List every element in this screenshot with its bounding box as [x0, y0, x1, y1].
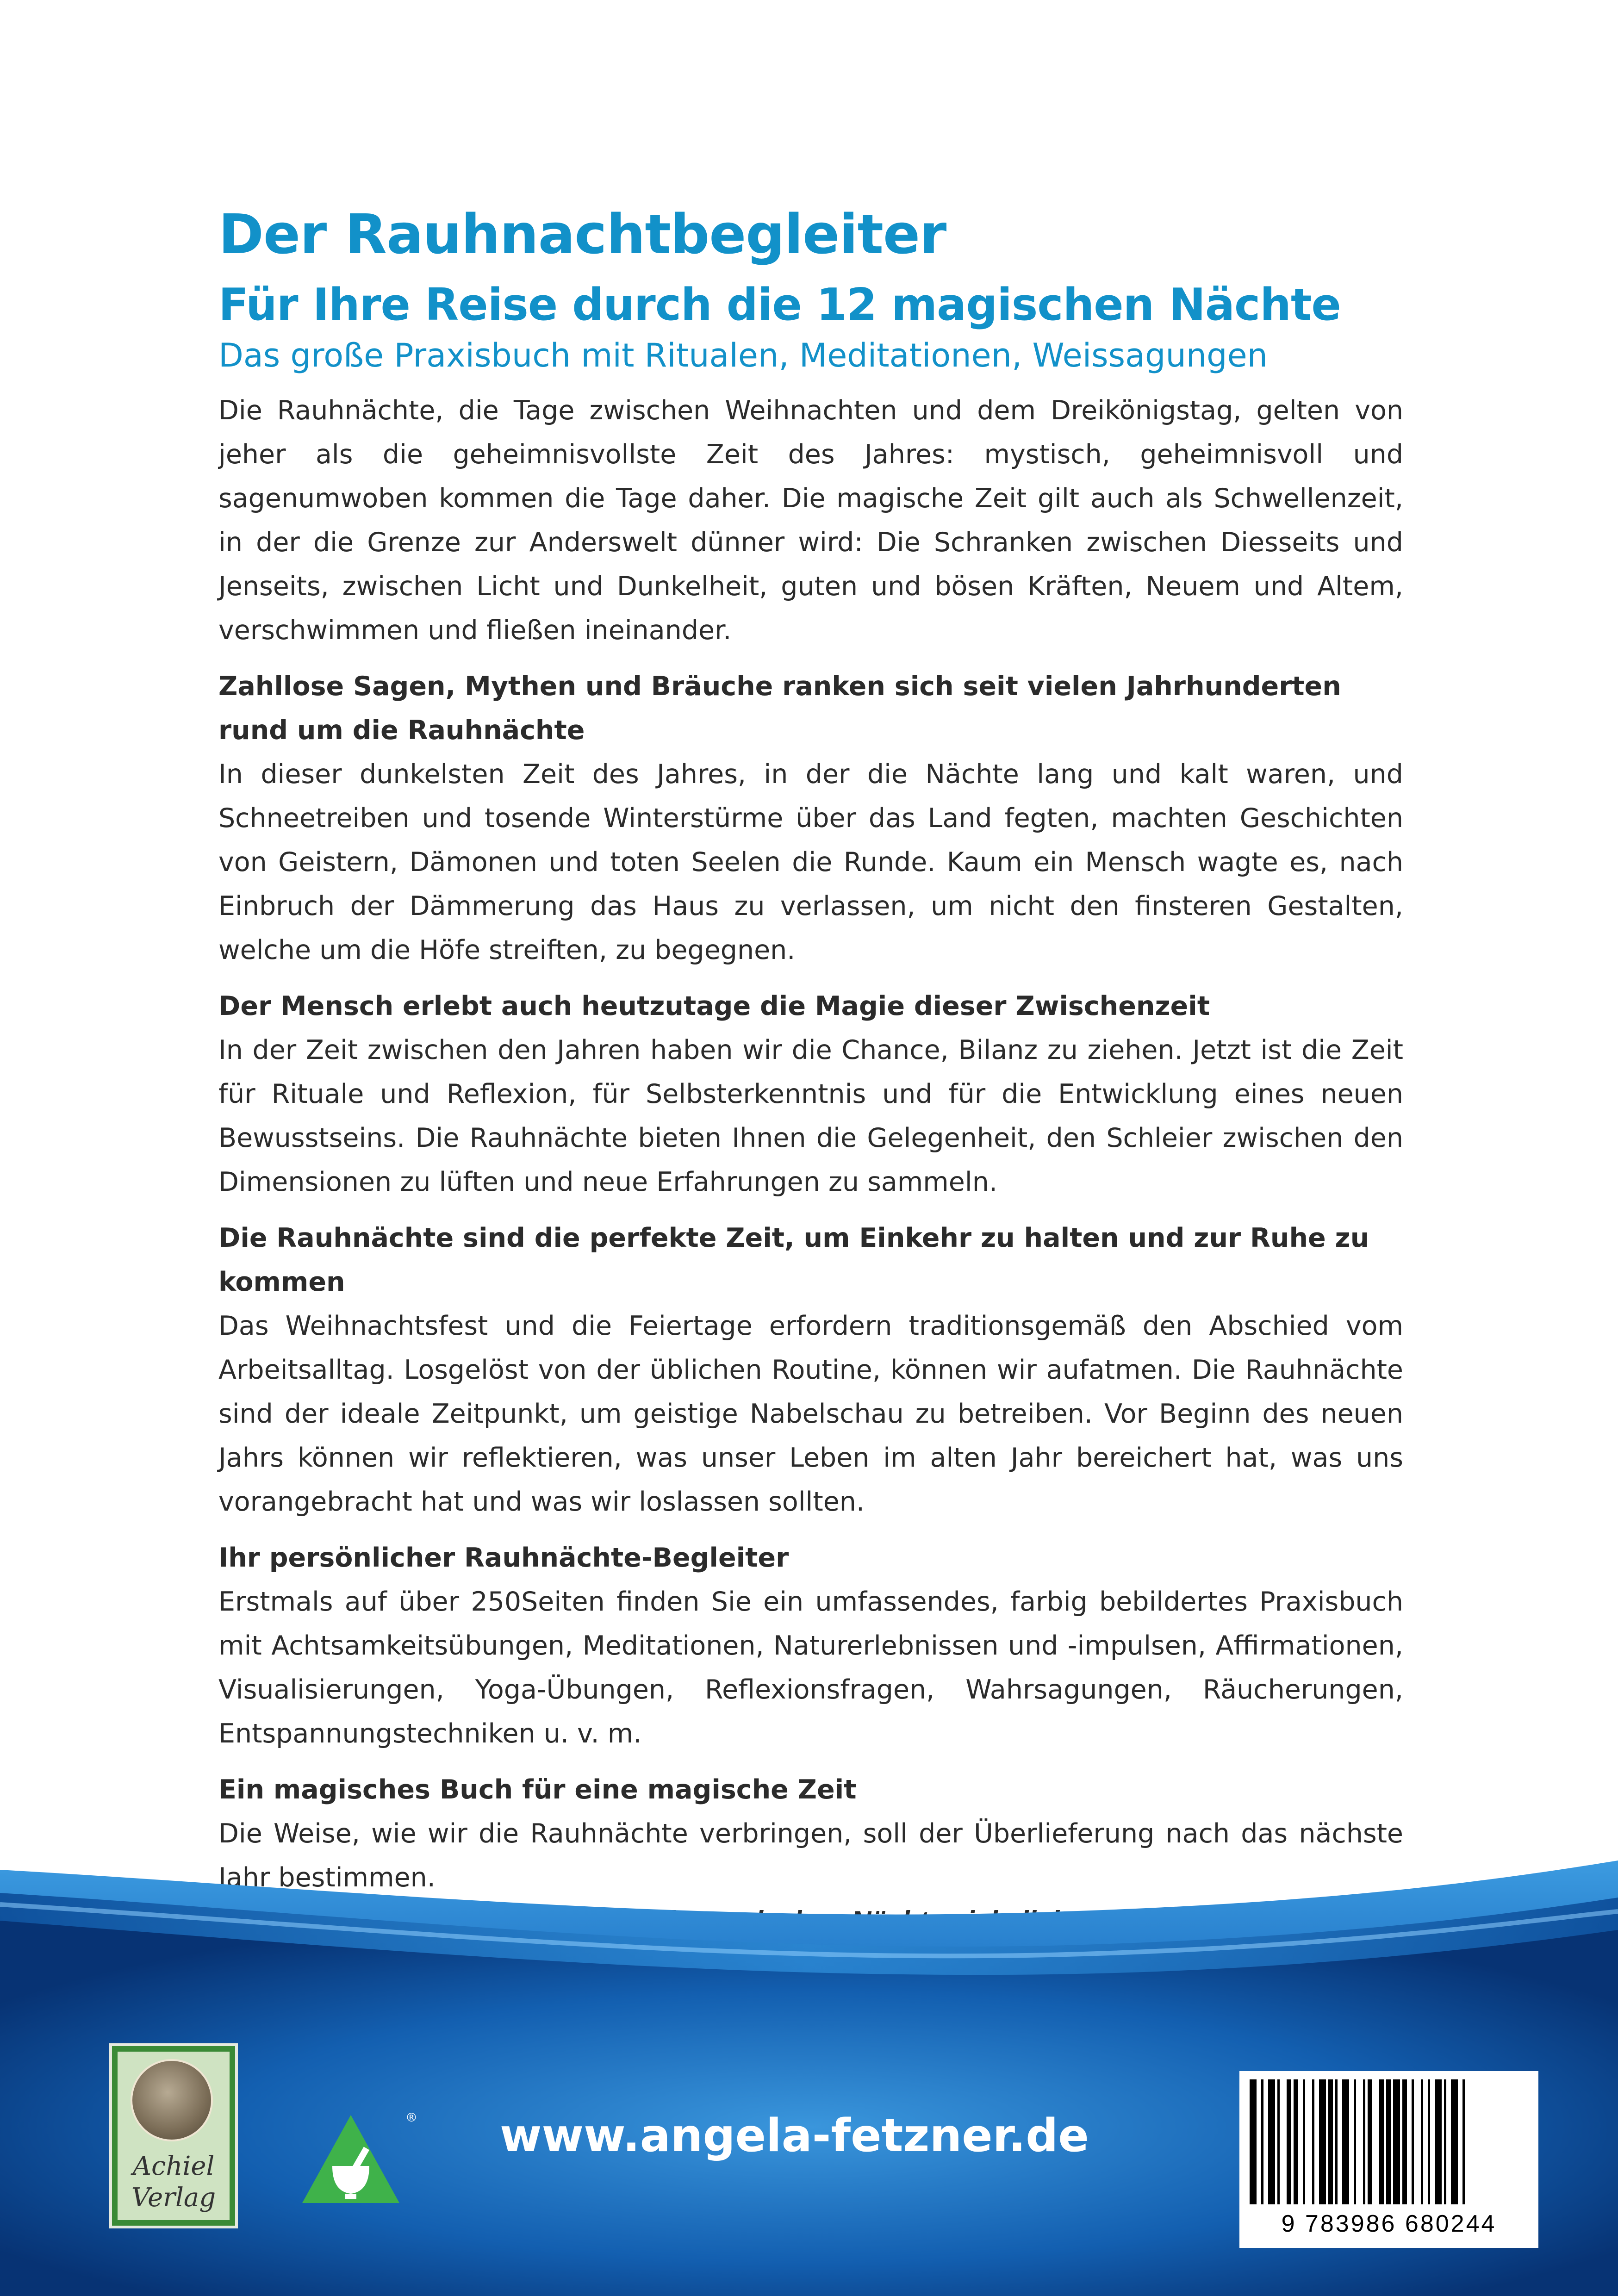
section-body: Erstmals auf über 250Seiten finden Sie ein umfassendes, farbig bebildertes Praxisbuch mit Achtsamkeitsübungen, Meditationen, Naturerlebnissen und -impulsen, Affirmationen, Visualisierungen, Yoga-Übungen, Reflexionsfragen, Wahrsagungen, Räucherungen, Entspannungstechniken u. v. m.: [218, 1587, 1403, 1749]
section-heading: Zahllose Sagen, Mythen und Bräuche ranken sich seit vielen Jahrhunderten rund um die Rauhnächte: [218, 671, 1341, 746]
book-subtitle: Für Ihre Reise durch die 12 magischen Nächte: [218, 280, 1341, 330]
section-magie: [218, 984, 1403, 1204]
donkey-icon: [131, 2059, 213, 2141]
section-body: In der Zeit zwischen den Jahren haben wir die Chance, Bilanz zu ziehen. Jetzt ist die Zeit für Rituale und Reflexion, für Selbsterkenntnis und für die Entwicklung eines neuen Bewusstseins. Die Rauhnächte bieten Ihnen die Gelegenheit, den Schleier zwischen den Dimensionen zu lüften und neue Erfahrungen zu sammeln.: [218, 1035, 1403, 1197]
section-sagen: [218, 665, 1403, 972]
section-heading: Der Mensch erlebt auch heutzutage die Magie dieser Zwischenzeit: [218, 991, 1210, 1021]
publisher-name-line1: Achiel: [132, 2151, 215, 2181]
publisher-logo: [109, 2043, 238, 2228]
book-title: Der Rauhnachtbegleiter: [218, 202, 946, 266]
intro-paragraph: Die Rauhnächte, die Tage zwischen Weihnachten und dem Dreikönigstag, gelten von jeher als die geheimnisvollste Zeit des Jahres: mystisch, geheimnisvoll und sagenumwoben kommen die Tage daher. Die magische Zeit gilt auch als Schwellenzeit, in der die Grenze zur Anderswelt dünner wird: Die Schranken zwischen Diesseits und Jenseits, zwischen Licht und Dunkelheit, guten und bösen Kräften, Neuem und Altem, verschwimmen und fließen ineinander.: [218, 395, 1403, 646]
cover-text-block: [218, 204, 1403, 1942]
registered-mark: ®: [405, 2111, 417, 2125]
isbn-number: 9 783986 680244: [1281, 2210, 1497, 2237]
book-tagline: Das große Praxisbuch mit Ritualen, Meditationen, Weissagungen: [218, 336, 1268, 374]
section-body: In dieser dunkelsten Zeit des Jahres, in der die Nächte lang und kalt waren, und Schneetreiben und tosende Winterstürme über das Land fegten, machten Geschichten von Geistern, Dämonen und toten Seelen die Runde. Kaum ein Mensch wagte es, nach Einbruch der Dämmerung das Haus zu verlassen, um nicht den finsteren Gestalten, welche um die Höfe streiften, zu begegnen.: [218, 759, 1403, 965]
website-url[interactable]: www.angela-fetzner.de: [500, 2109, 1089, 2162]
mortar-triangle-icon: [300, 2110, 417, 2208]
section-body: Das Weihnachtsfest und die Feiertage erfordern traditionsgemäß den Abschied vom Arbeitsalltag. Losgelöst von der üblichen Routine, können wir aufatmen. Die Rauhnächte sind der ideale Zeitpunkt, um geistige Nabelschau zu betreiben. Vor Beginn des neuen Jahrs können wir reflektieren, was unser Leben im alten Jahr bereichert hat, was uns vorangebracht hat und was wir loslassen sollten.: [218, 1311, 1403, 1517]
publisher-name-line2: Verlag: [131, 2183, 216, 2213]
isbn-barcode: [1239, 2071, 1538, 2248]
section-heading: Ein magisches Buch für eine magische Zeit: [218, 1774, 857, 1805]
section-heading: Ihr persönlicher Rauhnächte-Begleiter: [218, 1543, 789, 1573]
section-heading: Die Rauhnächte sind die perfekte Zeit, um Einkehr zu halten und zur Ruhe zu kommen: [218, 1223, 1369, 1297]
section-begleiter: [218, 1536, 1403, 1756]
section-body: Die Weise, wie wir die Rauhnächte verbringen, soll der Überlieferung nach das nächste Jahr bestimmen.: [218, 1818, 1403, 1893]
section-einkehr: [218, 1216, 1403, 1524]
barcode-bars: [1239, 2071, 1538, 2210]
